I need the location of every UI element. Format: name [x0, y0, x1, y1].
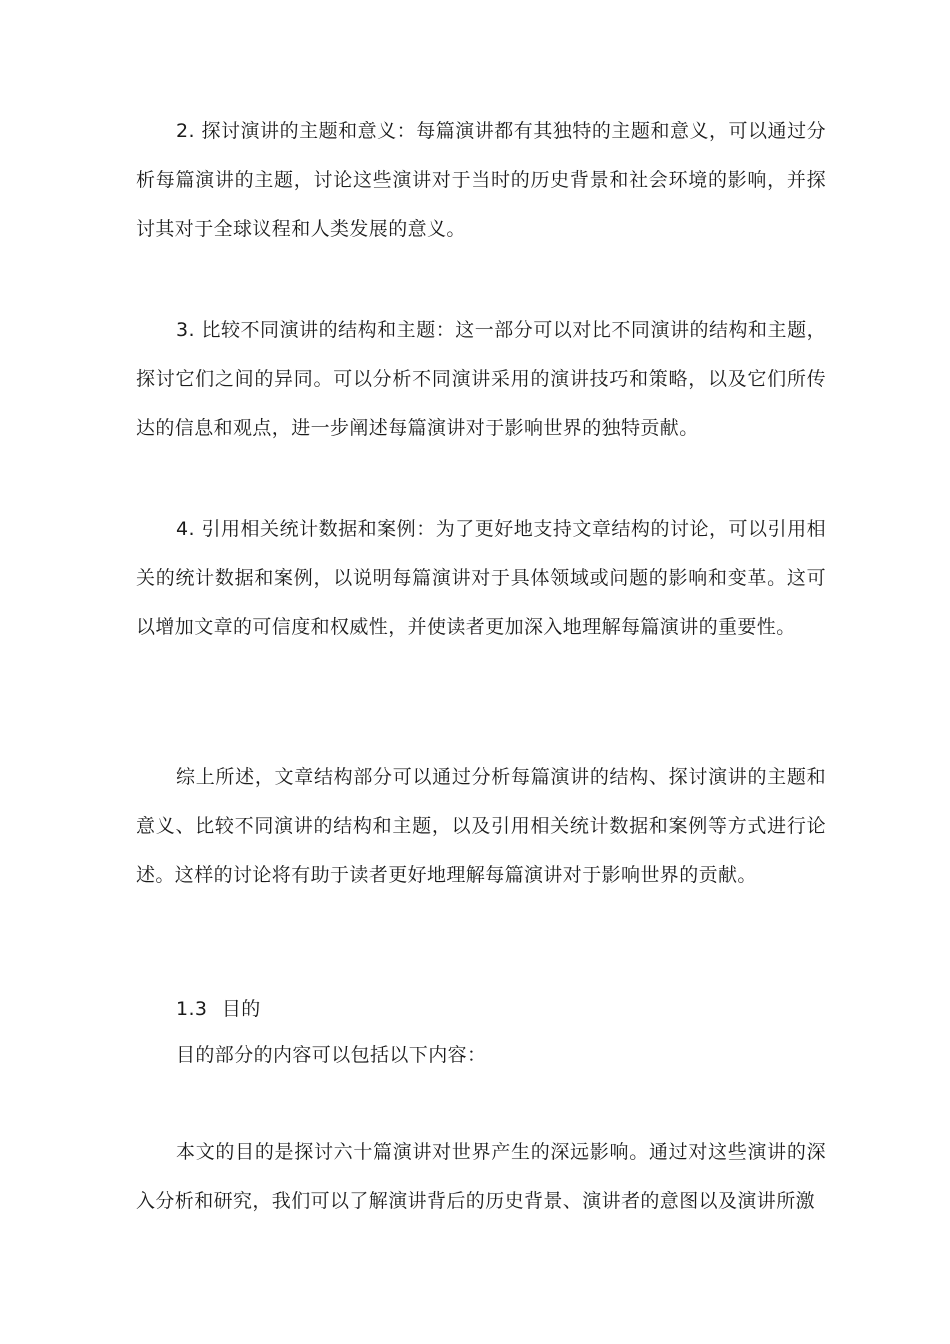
purpose-body: 本文的目的是探讨六十篇演讲对世界产生的深远影响。通过对这些演讲的深入分析和研究，我们可以了解演讲背后的历史背景、演讲者的意图以及演讲所激: [136, 1141, 826, 1212]
paragraph-item-3: 3. 比较不同演讲的结构和主题：这一部分可以对比不同演讲的结构和主题，探讨它们之间的异同。可以分析不同演讲采用的演讲技巧和策略，以及它们所传达的信息和观点，进一步阐述每篇演讲对于影响世界的独特贡献。: [136, 319, 826, 439]
paragraph-summary: 综上所述，文章结构部分可以通过分析每篇演讲的结构、探讨演讲的主题和意义、比较不同演讲的结构和主题，以及引用相关统计数据和案例等方式进行论述。这样的讨论将有助于读者更好地理解每篇演讲对于影响世界的贡献。: [136, 766, 826, 886]
section-heading: [176, 995, 261, 1023]
section-title: 目的: [221, 998, 261, 1020]
purpose-intro: 目的部分的内容可以包括以下内容：: [176, 1044, 487, 1066]
paragraph-item-2: 2. 探讨演讲的主题和意义：每篇演讲都有其独特的主题和意义，可以通过分析每篇演讲的主题，讨论这些演讲对于当时的历史背景和社会环境的影响，并探讨其对于全球议程和人类发展的意义。: [136, 120, 826, 240]
paragraph-item-4: 4. 引用相关统计数据和案例：为了更好地支持文章结构的讨论，可以引用相关的统计数据和案例，以说明每篇演讲对于具体领域或问题的影响和变革。这可以增加文章的可信度和权威性，并使读者更加深入地理解每篇演讲的重要性。: [136, 518, 826, 638]
section-number: 1.3: [176, 998, 208, 1020]
